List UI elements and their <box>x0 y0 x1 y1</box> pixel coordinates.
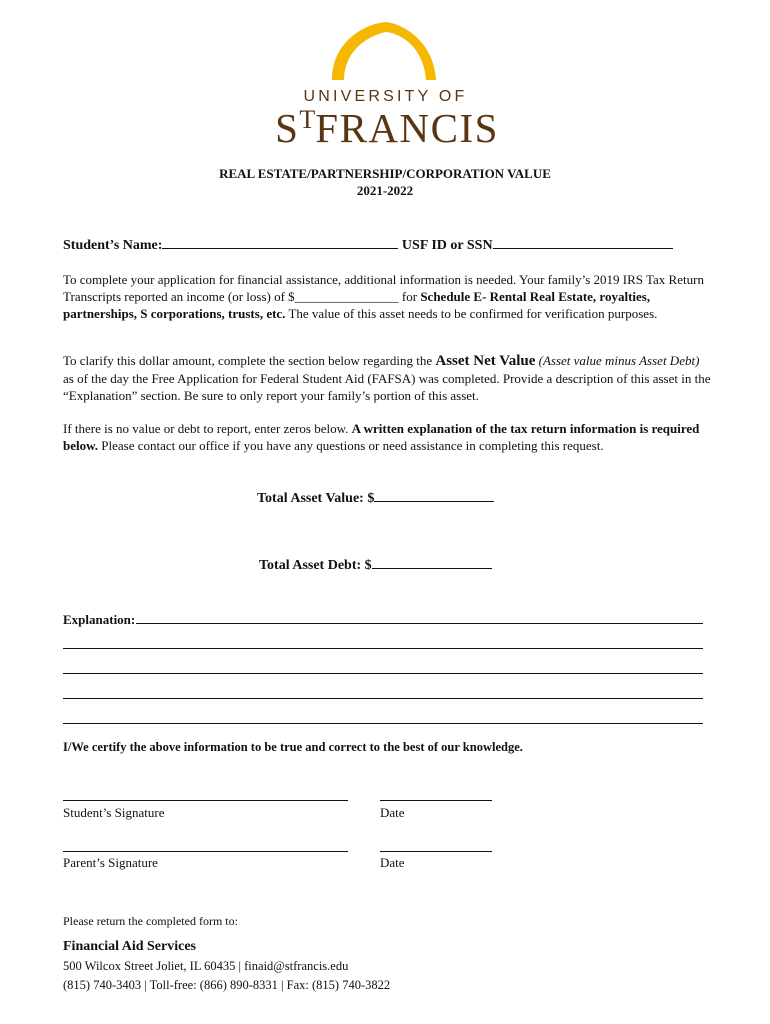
student-name-label: Student’s Name: <box>63 238 163 253</box>
total-asset-debt-row <box>259 556 492 574</box>
clarify-text-end: as of the day the Free Application for Federal Student Aid (FAFSA) was completed. Provide a description of this asset in the “Explanation” section. Be sure to only report your family’s portion of this asset. <box>63 371 711 403</box>
certification-statement: I/We certify the above information to be true and correct to the best of our knowledge. <box>63 740 523 754</box>
return-instruction: Please return the completed form to: <box>63 914 238 928</box>
student-date-label: Date <box>380 805 405 820</box>
zeros-paragraph <box>63 420 713 454</box>
asset-net-value-term: Asset Net Value <box>435 353 536 369</box>
explanation-line[interactable] <box>63 723 703 724</box>
explanation-section <box>63 603 703 728</box>
office-address: 500 Wilcox Street Joliet, IL 60435 | finaid@stfrancis.edu <box>63 959 349 973</box>
total-asset-value-field[interactable] <box>374 489 494 502</box>
explanation-label: Explanation: <box>63 612 136 627</box>
explanation-required-text: A written explanation of the tax return information is required below. <box>63 421 700 453</box>
parent-signature-line[interactable] <box>63 851 348 852</box>
office-phones: (815) 740-3403 | Toll-free: (866) 890-8331 | Fax: (815) 740-3822 <box>63 978 391 992</box>
form-title: REAL ESTATE/PARTNERSHIP/CORPORATION VALUE <box>219 166 551 181</box>
logo-university-of: UNIVERSITY OF <box>303 88 468 105</box>
explanation-line[interactable] <box>136 623 703 624</box>
explanation-line[interactable] <box>63 673 703 674</box>
logo-st-francis <box>256 104 518 152</box>
contact-office-text: Please contact our office if you have any questions or need assistance in completing this request. <box>98 438 604 453</box>
clarify-text: To clarify this dollar amount, complete the section below regarding the <box>63 353 436 368</box>
usf-id-label: USF ID or SSN <box>401 238 493 253</box>
arch-icon <box>328 22 440 82</box>
explanation-line[interactable] <box>63 698 703 699</box>
intro-bold-text: Schedule E- Rental Real Estate, royalties, partnerships, S corporations, trusts, etc. <box>63 289 651 321</box>
total-asset-debt-field[interactable] <box>372 556 492 569</box>
total-asset-debt-label: Total Asset Debt: $ <box>259 558 372 573</box>
clarify-paragraph <box>63 352 713 404</box>
total-asset-value-label: Total Asset Value: $ <box>257 491 375 506</box>
total-asset-value-row <box>257 489 494 507</box>
student-signature-label: Student’s Signature <box>63 805 165 820</box>
intro-text: To complete your application for financial assistance, additional information is needed. Your family’s 2019 IRS Tax Return Transcripts reported an income (or loss) of $________________ for <box>63 272 704 304</box>
intro-text-end: The value of this asset needs to be confirmed for verification purposes. <box>285 306 658 321</box>
logo-s: S <box>275 105 300 151</box>
usf-id-field[interactable] <box>493 236 673 249</box>
zeros-text: If there is no value or debt to report, enter zeros below. <box>63 421 352 436</box>
university-logo <box>250 22 520 150</box>
form-year: 2021-2022 <box>356 183 414 198</box>
student-info-line <box>63 236 673 254</box>
parent-signature-label: Parent’s Signature <box>63 855 158 870</box>
student-date-line[interactable] <box>380 800 492 801</box>
student-name-field[interactable] <box>162 236 398 249</box>
logo-francis: FRANCIS <box>315 105 499 151</box>
intro-paragraph <box>63 271 713 322</box>
explanation-line[interactable] <box>63 648 703 649</box>
parent-date-line[interactable] <box>380 851 492 852</box>
parent-date-label: Date <box>380 855 405 870</box>
logo-t: T <box>299 105 316 134</box>
student-signature-line[interactable] <box>63 800 348 801</box>
office-name: Financial Aid Services <box>63 939 196 954</box>
asset-definition: (Asset value minus Asset Debt) <box>535 353 700 368</box>
